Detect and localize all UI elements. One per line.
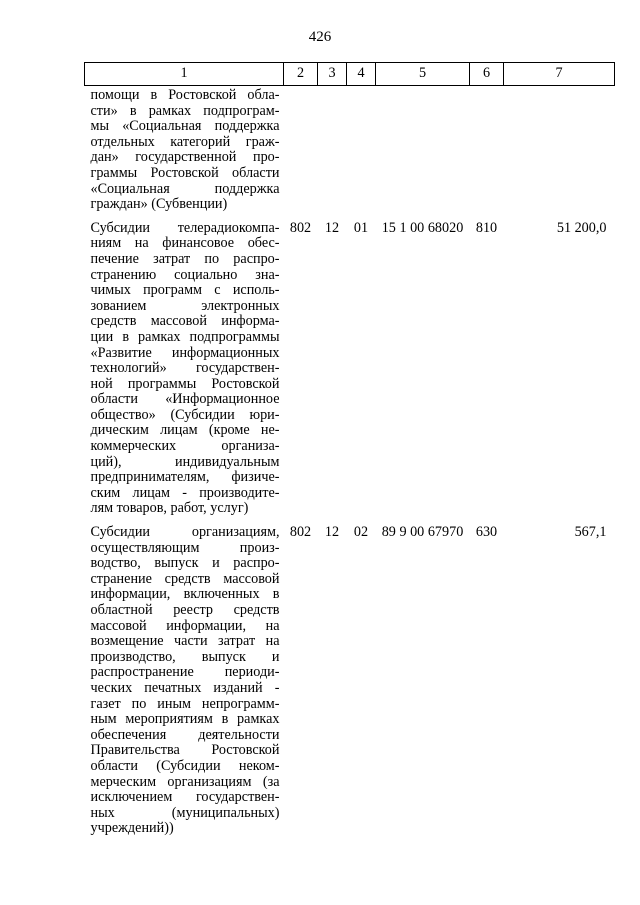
description-line: мы «Социальная поддержка — [90, 118, 280, 135]
description-line: водство, выпуск и распро- — [90, 555, 280, 572]
description-line: массовой информации, на — [90, 617, 280, 634]
section-code: 12 — [324, 524, 340, 541]
description-line: информации, включенных в — [90, 586, 280, 603]
description-line: дическим лицам (кроме не- — [90, 422, 280, 439]
empty-cell — [376, 86, 470, 213]
empty-cell — [284, 86, 318, 213]
empty-cell — [470, 86, 504, 213]
table-body — [85, 86, 615, 837]
empty-cell — [504, 86, 615, 213]
description-line: «Социальная поддержка — [90, 180, 280, 197]
table-row — [85, 525, 615, 837]
description-line: областной реестр средств — [90, 602, 280, 618]
amount-value: 51 200,0 — [556, 219, 607, 236]
table-header — [85, 63, 615, 86]
description-line: зованием электронных — [90, 297, 280, 314]
budget-table — [84, 62, 615, 837]
header-col-5: 5 — [376, 63, 470, 86]
header-col-2: 2 — [284, 63, 318, 86]
table-row-continuation — [85, 86, 615, 213]
description-line: помощи в Ростовской обла- — [90, 87, 280, 103]
subsection-code: 01 — [353, 219, 369, 236]
description-line: Правительства Ростовской — [90, 742, 280, 759]
description-line: странение средств массовой — [90, 570, 280, 587]
description-line: странению социально зна- — [90, 266, 280, 283]
description-line: коммерческих организа- — [90, 438, 280, 455]
header-col-6: 6 — [470, 63, 504, 86]
header-row — [85, 63, 615, 86]
subsection-code: 02 — [353, 524, 369, 541]
row-description — [85, 221, 284, 517]
description-line: осуществляющим произ- — [90, 539, 280, 556]
empty-cell — [347, 86, 376, 213]
expense-type-code: 630 — [475, 524, 498, 541]
header-col-7: 7 — [504, 63, 615, 86]
description-line: «Развитие информационных — [90, 344, 280, 361]
description-line: ниям на финансовое обес- — [90, 235, 280, 252]
description-line: возмещение части затрат на — [90, 633, 280, 650]
continuation-description — [85, 86, 284, 213]
description-line: ческих печатных изданий - — [90, 679, 280, 696]
description-line: учреждений)) — [90, 820, 174, 837]
description-line: граждан» (Субвенции) — [90, 196, 228, 213]
description-line: газет по иным непрограмм- — [90, 695, 280, 712]
description-line: ций), индивидуальным — [90, 453, 280, 470]
header-col-1: 1 — [85, 63, 284, 86]
description-line: ной программы Ростовской — [90, 375, 280, 392]
description-line: дан» государственной про- — [90, 149, 280, 166]
description-line: ным мероприятиям в рамках — [90, 711, 280, 728]
description-line: обеспечения деятельности — [90, 726, 280, 743]
description-line: ции в рамках подпрограммы — [90, 328, 280, 345]
ministry-code: 802 — [289, 219, 312, 236]
description-line: печение затрат по распро- — [90, 250, 280, 267]
description-line: области «Информационное — [90, 391, 280, 408]
description-line: средств массовой информа- — [90, 313, 280, 330]
description-line: Субсидии телерадиокомпа- — [90, 219, 280, 236]
page-number: 426 — [308, 29, 332, 45]
description-line: чимых программ с исполь- — [90, 282, 280, 299]
row-description — [85, 525, 284, 837]
description-line: Субсидии организациям, — [90, 524, 280, 541]
description-line: отдельных категорий граж- — [90, 133, 280, 150]
description-line: области (Субсидии неком- — [90, 757, 280, 774]
description-line: общество» (Субсидии юри- — [90, 406, 280, 423]
header-col-4: 4 — [347, 63, 376, 86]
description-line: производство, выпуск и — [90, 648, 280, 665]
section-code: 12 — [324, 219, 340, 236]
description-line: ных (муниципальных) — [90, 804, 280, 821]
target-item-code: 89 9 00 67970 — [381, 524, 464, 541]
description-line: мерческим организациям (за — [90, 773, 280, 790]
description-line: лям товаров, работ, услуг) — [90, 500, 249, 517]
description-line: предпринимателям, физиче- — [90, 469, 280, 486]
ministry-code: 802 — [289, 524, 312, 541]
description-line: граммы Ростовской области — [90, 164, 280, 181]
description-line: сти» в рамках подпрограм- — [90, 102, 280, 119]
header-col-3: 3 — [318, 63, 347, 86]
description-line: исключением государствен- — [90, 789, 280, 806]
amount-value: 567,1 — [574, 524, 607, 541]
description-line: технологий» государствен- — [90, 360, 280, 377]
description-line: распространение периоди- — [90, 664, 280, 681]
expense-type-code: 810 — [475, 219, 498, 236]
table-row — [85, 221, 615, 517]
description-line: ским лицам - производите- — [90, 484, 280, 501]
target-item-code: 15 1 00 68020 — [381, 219, 464, 236]
empty-cell — [318, 86, 347, 213]
